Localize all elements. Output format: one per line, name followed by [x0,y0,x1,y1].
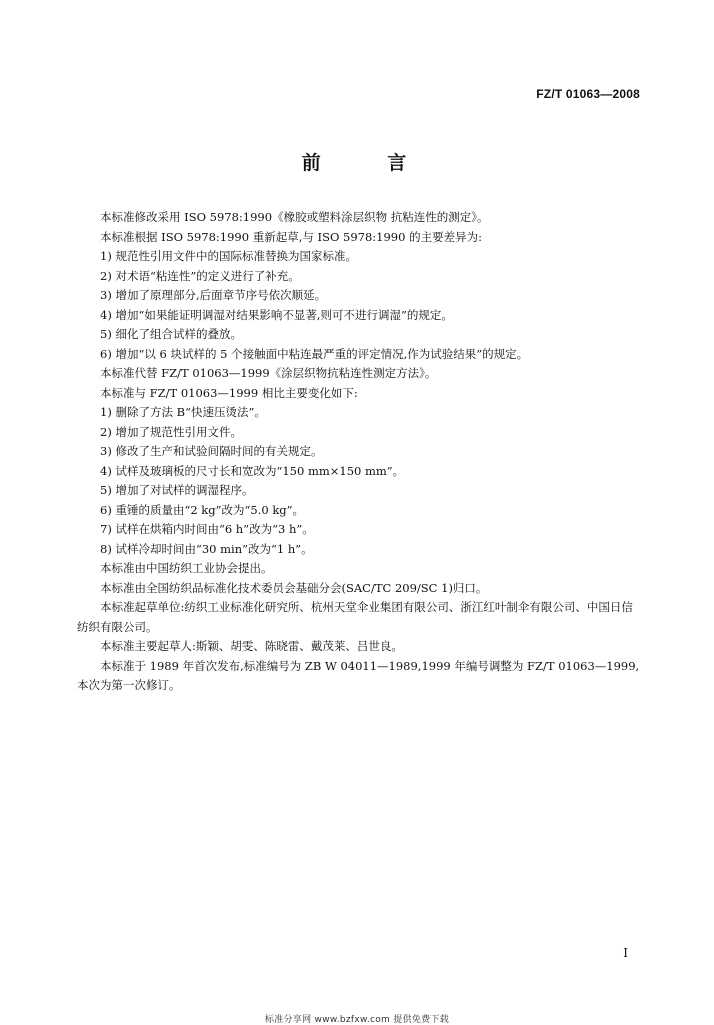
footer-watermark: 标准分享网 www.bzfxw.com 提供免费下载 [264,1015,450,1025]
paragraph: 本标准由全国纺织品标准化技术委员会基础分会(SAC/TC 209/SC 1)归口。 [100,580,488,595]
paragraph: 本标准代替 FZ/T 01063—1999《涂层织物抗粘连性测定方法》。 [100,366,437,380]
list-item: 4) 试样及玻璃板的尺寸长和宽改为“150 mm×150 mm”。 [100,463,405,478]
paragraph: 本标准于 1989 年首次发布,标准编号为 ZB W 04011—1989,1999 年编号调整为 FZ/T 01063—1999,本次为第一次修订。 [77,658,640,692]
list-item: 4) 增加“如果能证明调湿对结果影响不显著,则可不进行调湿”的规定。 [100,307,453,322]
page-number: I [623,946,628,960]
paragraph: 本标准修改采用 ISO 5978:1990《橡胶或塑料涂层织物 抗粘连性的测定》。 [100,210,489,224]
paragraph: 本标准根据 ISO 5978:1990 重新起草,与 ISO 5978:1990 的主要差异为: [100,229,482,244]
list-item: 7) 试样在烘箱内时间由“6 h”改为“3 h”。 [100,522,314,536]
list-item: 8) 试样冷却时间由“30 min”改为“1 h”。 [100,541,313,556]
list-item: 6) 增加“以 6 块试样的 5 个接触面中粘连最严重的评定情况,作为试验结果”的规定。 [100,346,529,361]
list-item: 1) 规范性引用文件中的国际标准替换为国家标准。 [100,249,357,263]
paragraph: 本标准由中国纺织工业协会提出。 [100,561,273,575]
standard-code: FZ/T 01063—2008 [536,87,640,101]
list-item: 5) 增加了对试样的调湿程序。 [100,483,254,497]
list-item: 5) 细化了组合试样的叠放。 [100,327,242,341]
paragraph: 本标准主要起草人:斯颖、胡雯、陈晓雷、戴茂莱、吕世良。 [100,639,403,653]
list-item: 1) 删除了方法 B“快速压烫法”。 [100,405,266,419]
list-item: 3) 修改了生产和试验间隔时间的有关规定。 [100,444,323,458]
list-item: 6) 重锤的质量由“2 kg”改为“5.0 kg”。 [100,502,305,517]
page-title: 前 言 [301,152,437,174]
list-item: 2) 增加了规范性引用文件。 [100,424,242,439]
paragraph: 本标准与 FZ/T 01063—1999 相比主要变化如下: [100,385,358,400]
list-item: 2) 对术语“粘连性”的定义进行了补充。 [100,268,300,283]
paragraph: 本标准起草单位:纺织工业标准化研究所、杭州天堂伞业集团有限公司、浙江红叶制伞有限公司、中国日信纺织有限公司。 [77,600,633,634]
foreword-body [77,208,643,696]
list-item: 3) 增加了原理部分,后面章节序号依次顺延。 [100,288,327,302]
